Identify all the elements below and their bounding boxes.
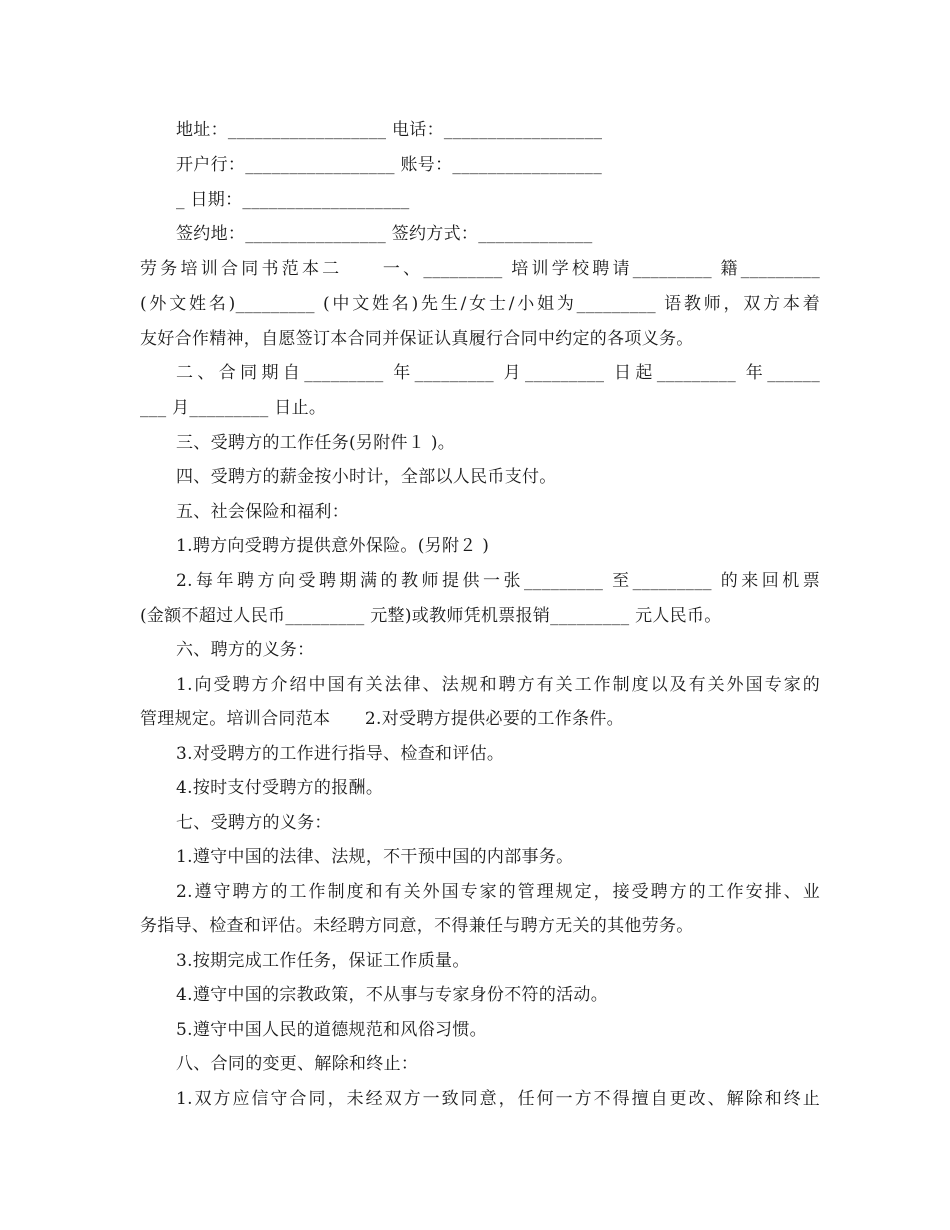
clause-5-item-2: 2.每年聘方向受聘期满的教师提供一张_________ 至_________ 的来回机票 bbox=[176, 571, 820, 591]
clause-6-item-1-end: 管理规定。培训合同范本 2.对受聘方提供必要的工作条件。 bbox=[140, 709, 624, 729]
clause-7-item-2-end: 务指导、检查和评估。未经聘方同意，不得兼任与聘方无关的其他劳务。 bbox=[140, 916, 694, 936]
clause-7-item-5: 5.遵守中国人民的道德规范和风俗习惯。 bbox=[176, 1020, 487, 1040]
clause-7-heading: 七、受聘方的义务： bbox=[176, 813, 332, 833]
contract-title-clause-1: 劳务培训合同书范本二 一、_________ 培训学校聘请_________ 籍_________ bbox=[140, 259, 820, 279]
clause-7-item-1: 1.遵守中国的法律、法规，不干预中国的内部事务。 bbox=[176, 847, 574, 867]
clause-5-heading: 五、社会保险和福利： bbox=[176, 502, 349, 522]
clause-6-heading: 六、聘方的义务： bbox=[176, 640, 315, 660]
clause-7-item-4: 4.遵守中国的宗教政策，不从事与专家身份不符的活动。 bbox=[176, 985, 609, 1005]
clause-7-item-3: 3.按期完成工作任务，保证工作质量。 bbox=[176, 951, 470, 971]
clause-8-heading: 八、合同的变更、解除和终止： bbox=[176, 1054, 419, 1074]
bank-account-line: 开户行：_________________ 账号：_________________ bbox=[176, 155, 603, 175]
clause-6-item-4: 4.按时支付受聘方的报酬。 bbox=[176, 778, 384, 798]
date-line: _ 日期：___________________ bbox=[176, 190, 410, 210]
clause-6-item-1: 1.向受聘方介绍中国有关法律、法规和聘方有关工作制度以及有关外国专家的 bbox=[176, 675, 820, 695]
signing-place-line: 签约地：________________ 签约方式：_____________ bbox=[176, 224, 593, 244]
clause-1-end: 友好合作精神，自愿签订本合同并保证认真履行合同中约定的各项义务。 bbox=[140, 329, 694, 349]
clause-2: 二、合同期自_________ 年_________ 月_________ 日起_________ 年______ bbox=[176, 363, 820, 383]
clause-6-item-3: 3.对受聘方的工作进行指导、检查和评估。 bbox=[176, 744, 505, 764]
clause-4: 四、受聘方的薪金按小时计，全部以人民币支付。 bbox=[176, 467, 557, 487]
clause-8-item-1: 1.双方应信守合同，未经双方一致同意，任何一方不得擅自更改、解除和终止 bbox=[176, 1089, 820, 1109]
clause-2-end: ___ 月_________ 日止。 bbox=[140, 398, 327, 418]
clause-5-item-2-end: (金额不超过人民币_________ 元整)或教师凭机票报销_________ 元人民币。 bbox=[140, 606, 722, 626]
clause-7-item-2: 2.遵守聘方的工作制度和有关外国专家的管理规定，接受聘方的工作安排、业 bbox=[176, 882, 820, 902]
clause-5-item-1: 1.聘方向受聘方提供意外保险。(另附２ ) bbox=[176, 536, 490, 556]
clause-1-continued: (外文姓名)_________ (中文姓名)先生/女士/小姐为_________ 语教师，双方本着 bbox=[140, 294, 820, 314]
address-phone-line: 地址：__________________ 电话：__________________ bbox=[176, 120, 603, 140]
clause-3: 三、受聘方的工作任务(另附件１ )。 bbox=[176, 433, 456, 453]
